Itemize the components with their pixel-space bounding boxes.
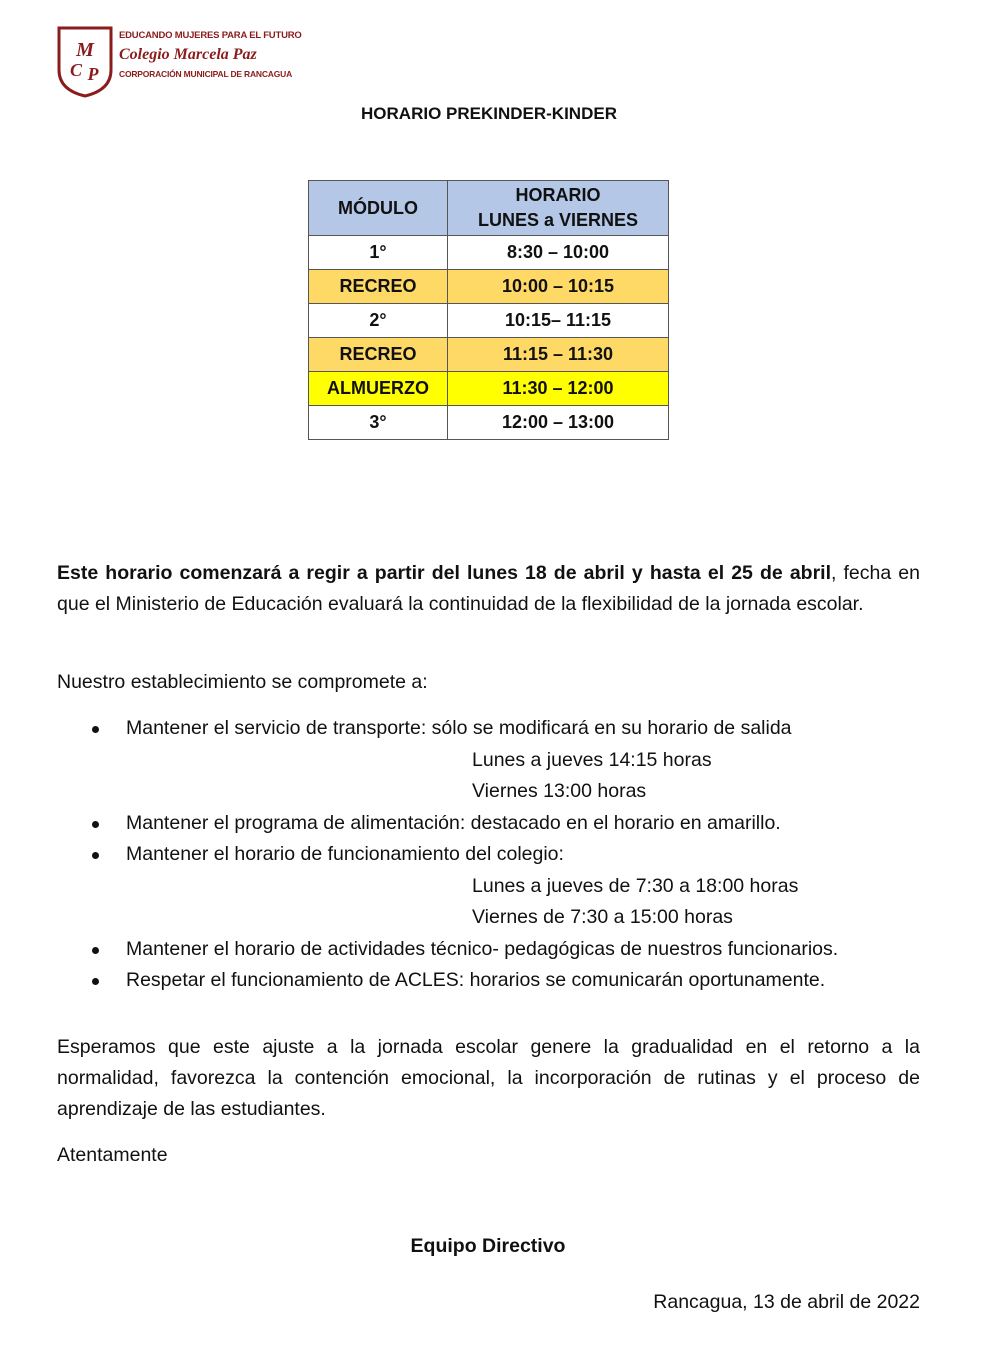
bullet-subline: Lunes a jueves 14:15 horas	[472, 748, 712, 771]
bullet-text: Mantener el horario de actividades técnico- pedagógicas de nuestros funcionarios.	[126, 937, 839, 960]
modulo-cell: RECREO	[309, 338, 448, 372]
intro-rest-text: , fecha en que el Ministerio de Educación evaluará la continuidad de la flexibilidad de la jornada escolar.	[57, 562, 920, 615]
closing-paragraph: Esperamos que este ajuste a la jornada escolar genere la gradualidad en el retorno a la normalidad, favorezca la contención emocional, la incorporación de rutinas y el proceso de aprendizaje de las estudiantes.	[57, 1036, 920, 1120]
bullet-text: Mantener el servicio de transporte: sólo se modificará en su horario de salida	[126, 717, 792, 739]
list-item	[57, 808, 937, 840]
svg-text:C: C	[69, 60, 83, 80]
modulo-cell: 3°	[309, 406, 448, 440]
bullet-icon	[92, 947, 99, 954]
list-item	[57, 713, 937, 808]
commitment-list	[57, 713, 937, 997]
list-item	[57, 839, 937, 934]
horario-cell: 8:30 – 10:00	[448, 236, 669, 270]
table-row	[309, 270, 669, 304]
bullet-icon	[92, 821, 99, 828]
bullet-text: Respetar el funcionamiento de ACLES: horarios se comunicarán oportunamente.	[126, 969, 826, 991]
school-corporation: CORPORACIÓN MUNICIPAL DE RANCAGUA	[119, 69, 293, 79]
svg-text:P: P	[87, 64, 99, 84]
bullet-subline: Lunes a jueves de 7:30 a 18:00 horas	[472, 874, 799, 897]
commitment-intro: Nuestro establecimiento se compromete a:	[57, 671, 428, 693]
modulo-cell: RECREO	[309, 270, 448, 304]
school-motto: EDUCANDO MUJERES PARA EL FUTURO	[119, 30, 302, 41]
schedule-header-row	[309, 181, 669, 236]
intro-bold-text: Este horario comenzará a regir a partir del lunes 18 de abril y hasta el 25 de abril	[57, 562, 832, 584]
modulo-cell: ALMUERZO	[309, 372, 448, 406]
horario-cell: 10:00 – 10:15	[448, 270, 669, 304]
modulo-cell: 2°	[309, 304, 448, 338]
signature: Equipo Directivo	[410, 1235, 566, 1257]
intro-paragraph	[57, 558, 920, 620]
closing-salutation: Atentamente	[57, 1144, 168, 1166]
header-horario-line2: LUNES a VIERNES	[477, 210, 639, 230]
document-date: Rancagua, 13 de abril de 2022	[653, 1291, 920, 1313]
bullet-text: Mantener el horario de funcionamiento del colegio:	[126, 843, 564, 865]
table-row	[309, 304, 669, 338]
horario-cell: 10:15– 11:15	[448, 304, 669, 338]
bullet-subline: Viernes 13:00 horas	[472, 780, 647, 802]
bullet-text: Mantener el programa de alimentación: destacado en el horario en amarillo.	[126, 811, 781, 834]
list-item	[57, 934, 937, 966]
horario-cell: 11:30 – 12:00	[448, 372, 669, 406]
school-seal-icon	[55, 24, 115, 98]
school-name: Colegio Marcela Paz	[119, 46, 257, 63]
svg-text:M: M	[76, 39, 94, 61]
header-modulo: MÓDULO	[309, 181, 448, 236]
header-horario-line1: HORARIO	[515, 185, 601, 205]
table-row	[309, 338, 669, 372]
list-item	[57, 965, 937, 997]
bullet-subline: Viernes de 7:30 a 15:00 horas	[472, 906, 733, 928]
table-row	[309, 406, 669, 440]
modulo-cell: 1°	[309, 236, 448, 270]
school-logo	[55, 24, 302, 100]
header-horario	[448, 181, 669, 236]
document-title: HORARIO PREKINDER-KINDER	[361, 104, 617, 123]
horario-cell: 11:15 – 11:30	[448, 338, 669, 372]
bullet-icon	[92, 852, 99, 859]
table-row	[309, 372, 669, 406]
schedule-table	[308, 180, 669, 440]
bullet-icon	[92, 978, 99, 985]
horario-cell: 12:00 – 13:00	[448, 406, 669, 440]
bullet-icon	[92, 726, 99, 733]
table-row	[309, 236, 669, 270]
